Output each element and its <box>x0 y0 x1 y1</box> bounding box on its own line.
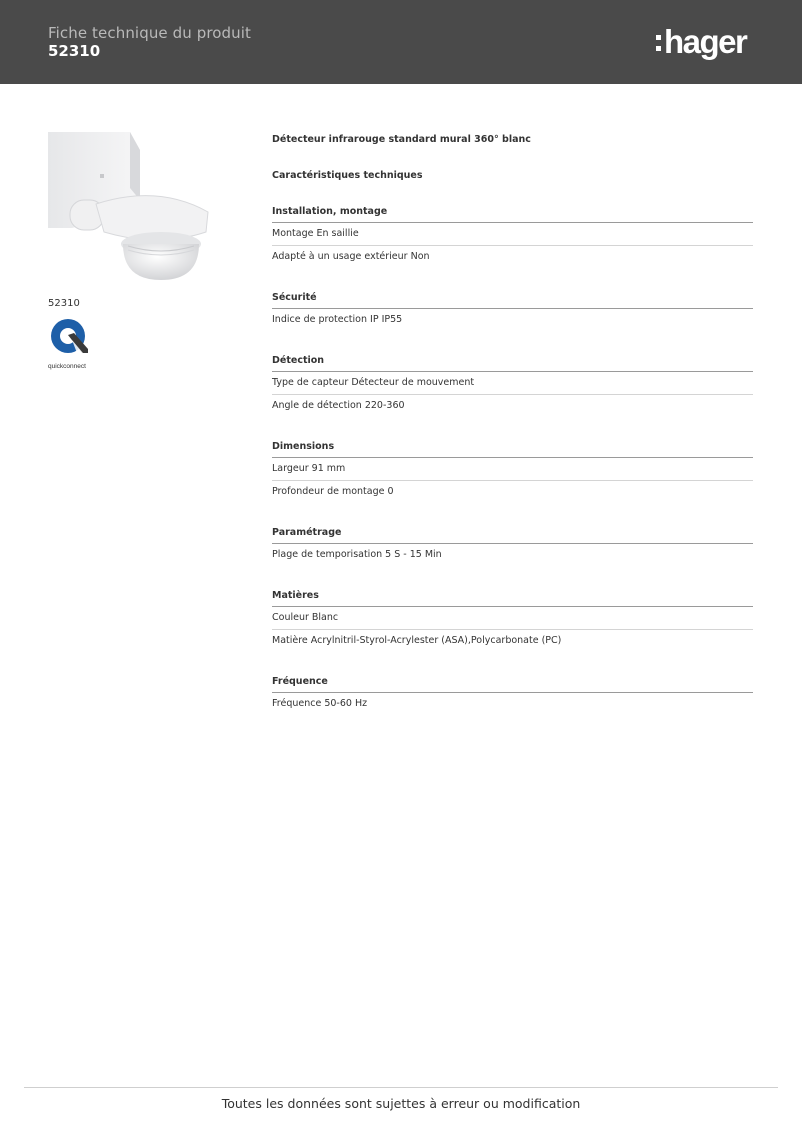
document-type: Fiche technique du produit <box>48 24 252 42</box>
spec-row: Couleur Blanc <box>272 607 753 630</box>
spec-row: Angle de détection 220-360 <box>272 400 405 411</box>
section-title: Installation, montage <box>272 205 753 223</box>
spec-row: Fréquence 50-60 Hz <box>272 698 368 709</box>
section-title: Détection <box>272 354 753 372</box>
section-dimensions <box>272 440 753 503</box>
section-detection <box>272 354 753 417</box>
logo-wordmark: hager <box>664 22 747 60</box>
motion-detector-image <box>48 128 216 284</box>
logo-dots-icon <box>656 35 661 51</box>
hager-logo <box>656 20 746 62</box>
section-securite <box>272 291 753 331</box>
footer-divider <box>24 1087 778 1088</box>
section-frequence <box>272 675 753 715</box>
spec-sheet <box>272 133 753 715</box>
section-title: Sécurité <box>272 291 753 309</box>
quickconnect-label: quickconnect <box>48 363 86 370</box>
section-parametrage <box>272 526 753 566</box>
product-code-header: 52310 <box>48 42 101 60</box>
product-title: Détecteur infrarouge standard mural 360° blanc <box>272 134 531 145</box>
header-bar <box>0 0 802 84</box>
footer-disclaimer: Toutes les données sont sujettes à erreur ou modification <box>221 1096 581 1111</box>
product-image <box>48 128 218 284</box>
quickconnect-badge <box>48 316 94 370</box>
section-installation <box>272 205 753 268</box>
section-title: Fréquence <box>272 675 753 693</box>
spec-row: Largeur 91 mm <box>272 458 753 481</box>
product-code-left: 52310 <box>48 298 80 309</box>
spec-row: Indice de protection IP IP55 <box>272 314 403 325</box>
spec-row: Plage de temporisation 5 S - 15 Min <box>272 549 442 560</box>
spec-row: Type de capteur Détecteur de mouvement <box>272 372 753 395</box>
section-title: Dimensions <box>272 440 753 458</box>
spec-row: Matière Acrylnitril-Styrol-Acrylester (ASA),Polycarbonate (PC) <box>272 635 562 646</box>
section-matieres <box>272 589 753 652</box>
section-title: Paramétrage <box>272 526 753 544</box>
characteristics-heading: Caractéristiques techniques <box>272 170 423 181</box>
spec-row: Montage En saillie <box>272 223 753 246</box>
quickconnect-q-icon <box>48 316 92 358</box>
spec-row: Adapté à un usage extérieur Non <box>272 251 430 262</box>
spec-row: Profondeur de montage 0 <box>272 486 394 497</box>
section-title: Matières <box>272 589 753 607</box>
